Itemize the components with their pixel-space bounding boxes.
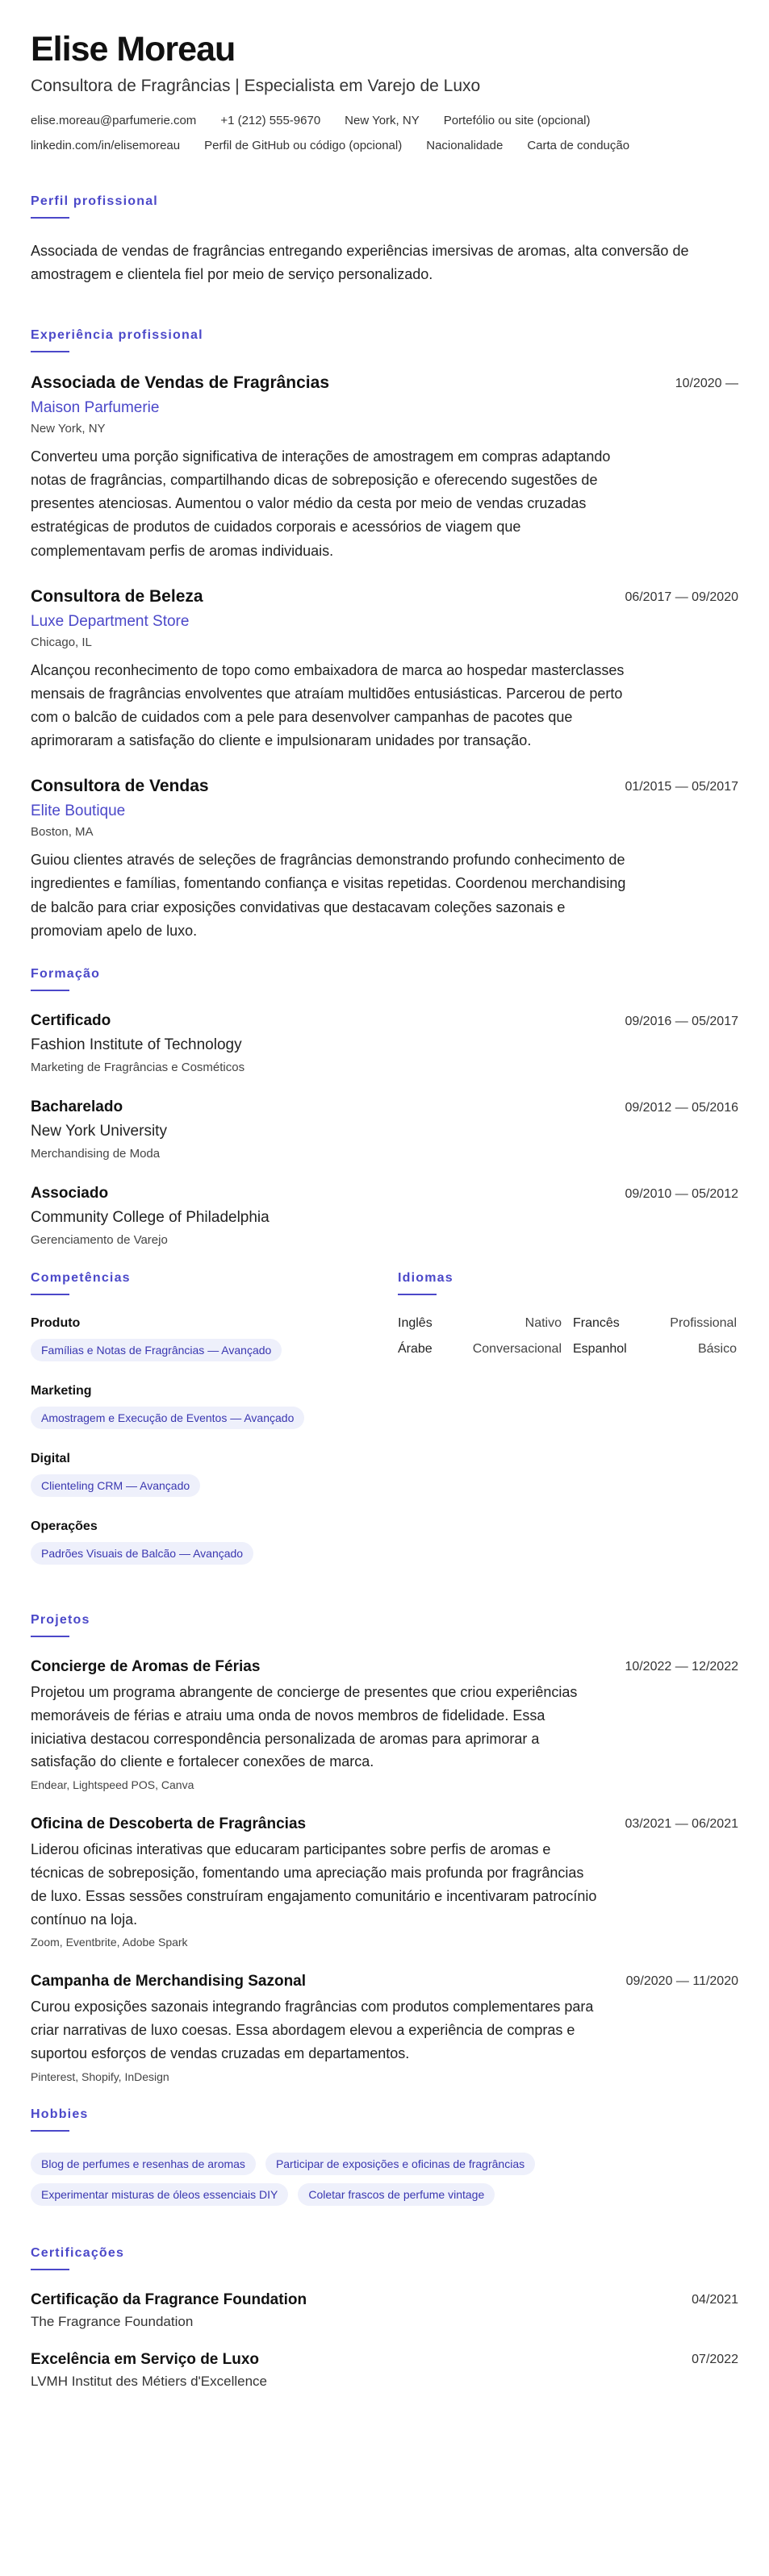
project-tools: Zoom, Eventbrite, Adobe Spark bbox=[31, 1936, 188, 1949]
section-divider bbox=[31, 1294, 69, 1295]
section-title: Projetos bbox=[31, 1612, 90, 1627]
job-company: Elite Boutique bbox=[31, 802, 126, 820]
job-description: Guiou clientes através de seleções de fragrâncias demonstrando profundo conhecimento de ingredientes e famílias, fomentando confiança e visitas repetidas. Coordenou merchandising de balcão para criar exposições convidativas que destacavam coleções sazonais e promoviam apelo de luxo. bbox=[31, 852, 626, 939]
project-dates: 03/2021 — 06/2021 bbox=[625, 1817, 738, 1832]
section-title: Certificações bbox=[31, 2245, 125, 2260]
language-name: Árabe bbox=[398, 1341, 433, 1356]
certification-issuer: The Fragrance Foundation bbox=[31, 2313, 194, 2329]
job-title: Consultora de Vendas bbox=[31, 777, 209, 796]
contact-email: elise.moreau@parfumerie.com bbox=[31, 114, 197, 128]
project-dates: 09/2020 — 11/2020 bbox=[625, 1974, 738, 1989]
education-field: Gerenciamento de Varejo bbox=[31, 1232, 168, 1247]
education-school: Community College of Philadelphia bbox=[31, 1208, 270, 1226]
skill-category: Operações bbox=[31, 1519, 98, 1533]
projects-section bbox=[31, 1613, 738, 2083]
section-divider bbox=[31, 351, 69, 352]
skill-chip: Famílias e Notas de Fragrâncias — Avançado bbox=[31, 1339, 282, 1361]
project-item bbox=[31, 1658, 738, 1791]
job-company: Maison Parfumerie bbox=[31, 398, 160, 416]
section-divider bbox=[398, 1294, 437, 1295]
section-divider bbox=[31, 2130, 69, 2132]
section-title: Formação bbox=[31, 966, 101, 981]
candidate-name: Elise Moreau bbox=[31, 30, 236, 69]
project-description: Liderou oficinas interativas que educaram participantes sobre perfis de aromas e técnicas de sobreposição, fomentando uma apreciação mais profunda por fragrâncias de luxo. Essas sessões construíram engajamento comunitário e incentivaram patrocínio contínuo na loja. bbox=[31, 1841, 597, 1928]
language-name: Inglês bbox=[398, 1315, 433, 1330]
project-name: Concierge de Aromas de Férias bbox=[31, 1657, 261, 1675]
section-divider bbox=[31, 1636, 69, 1637]
project-item bbox=[31, 1973, 738, 2082]
job-dates: 10/2020 — bbox=[675, 376, 738, 390]
language-name: Espanhol bbox=[573, 1341, 627, 1356]
language-item bbox=[398, 1342, 562, 1357]
education-item bbox=[31, 1012, 738, 1074]
resume-header bbox=[31, 31, 738, 152]
hobby-chip: Participar de exposições e oficinas de fragrâncias bbox=[265, 2153, 535, 2175]
education-field: Merchandising de Moda bbox=[31, 1146, 161, 1161]
certification-name: Certificação da Fragrance Foundation bbox=[31, 2290, 307, 2308]
candidate-headline: Consultora de Fragrâncias | Especialista em Varejo de Luxo bbox=[31, 77, 481, 96]
skill-group bbox=[31, 1316, 398, 1368]
job-location: New York, NY bbox=[31, 421, 106, 436]
job-dates: 01/2015 — 05/2017 bbox=[625, 780, 738, 794]
education-item bbox=[31, 1185, 738, 1247]
job-description: Alcançou reconhecimento de topo como embaixadora de marca ao hospedar masterclasses mensais de fragrâncias envolventes que atraíam multidões entusiásticas. Parcerou de perto com o balcão de cuidados com a pele para desenvolver campanhas de pacotes que aprimoraram a satisfação do cliente e impulsionaram unidades por transação. bbox=[31, 661, 625, 749]
skill-category: Produto bbox=[31, 1315, 81, 1330]
skill-chip: Amostragem e Execução de Eventos — Avançado bbox=[31, 1407, 304, 1429]
contact-location: New York, NY bbox=[345, 114, 420, 128]
section-title: Idiomas bbox=[398, 1270, 453, 1285]
project-name: Oficina de Descoberta de Fragrâncias bbox=[31, 1815, 307, 1833]
project-dates: 10/2022 — 12/2022 bbox=[625, 1659, 738, 1674]
contact-phone: +1 (212) 555-9670 bbox=[220, 114, 321, 128]
job-dates: 06/2017 — 09/2020 bbox=[625, 590, 738, 604]
language-item bbox=[573, 1316, 737, 1331]
contact-info bbox=[31, 114, 738, 152]
section-title: Hobbies bbox=[31, 2107, 89, 2121]
project-tools: Pinterest, Shopify, InDesign bbox=[31, 2070, 169, 2083]
job-title: Consultora de Beleza bbox=[31, 586, 203, 606]
language-level: Conversacional bbox=[472, 1341, 562, 1356]
hobby-chip: Experimentar misturas de óleos essenciais DIY bbox=[31, 2183, 288, 2206]
education-school: Fashion Institute of Technology bbox=[31, 1036, 242, 1053]
contact-driving-license: Carta de condução bbox=[527, 139, 630, 153]
skill-category: Digital bbox=[31, 1451, 70, 1465]
section-divider bbox=[31, 217, 69, 219]
contact-portfolio: Portefólio ou site (opcional) bbox=[443, 114, 591, 128]
languages-section bbox=[398, 1271, 737, 1587]
contact-github: Perfil de GitHub ou código (opcional) bbox=[204, 139, 403, 153]
job-company: Luxe Department Store bbox=[31, 612, 190, 630]
contact-linkedin: linkedin.com/in/elisemoreau bbox=[31, 139, 181, 153]
summary-section bbox=[31, 194, 738, 286]
experience-item bbox=[31, 587, 738, 753]
education-dates: 09/2010 — 05/2012 bbox=[625, 1186, 738, 1201]
certification-item bbox=[31, 2351, 738, 2390]
skill-group bbox=[31, 1452, 398, 1503]
job-title: Associada de Vendas de Fragrâncias bbox=[31, 373, 330, 392]
education-degree: Associado bbox=[31, 1184, 109, 1202]
language-item bbox=[573, 1342, 737, 1357]
skill-category: Marketing bbox=[31, 1383, 92, 1398]
certification-date: 07/2022 bbox=[692, 2352, 738, 2366]
skill-chip: Padrões Visuais de Balcão — Avançado bbox=[31, 1542, 253, 1565]
section-title: Experiência profissional bbox=[31, 327, 203, 342]
language-level: Nativo bbox=[525, 1315, 562, 1330]
education-field: Marketing de Fragrâncias e Cosméticos bbox=[31, 1060, 245, 1074]
project-name: Campanha de Merchandising Sazonal bbox=[31, 1973, 307, 1990]
hobbies-section bbox=[31, 2107, 738, 2206]
hobby-chip: Coletar frascos de perfume vintage bbox=[298, 2183, 495, 2206]
project-description: Projetou um programa abrangente de concierge de presentes que criou experiências memoráveis de férias e atraiu uma onda de novos membros de fidelidade. Essa iniciativa destacou correspondência personalizada de aromas para aprimorar a satisfação do cliente e fortalecer conexões de marca. bbox=[31, 1683, 578, 1770]
language-level: Profissional bbox=[670, 1315, 737, 1330]
job-location: Chicago, IL bbox=[31, 635, 92, 649]
hobby-chip: Blog de perfumes e resenhas de aromas bbox=[31, 2153, 256, 2175]
education-school: New York University bbox=[31, 1122, 167, 1140]
education-degree: Certificado bbox=[31, 1011, 111, 1029]
certifications-section bbox=[31, 2246, 738, 2390]
skills-languages-row bbox=[31, 1271, 738, 1587]
summary-text: Associada de vendas de fragrâncias entregando experiências imersivas de aromas, alta conversão de amostragem e clientela fiel por meio de serviço personalizado. bbox=[31, 243, 689, 283]
education-dates: 09/2016 — 05/2017 bbox=[625, 1014, 738, 1028]
certification-item bbox=[31, 2291, 738, 2330]
skill-chip: Clienteling CRM — Avançado bbox=[31, 1474, 200, 1497]
experience-item bbox=[31, 777, 738, 943]
skill-group bbox=[31, 1519, 398, 1571]
language-item bbox=[398, 1316, 562, 1331]
contact-nationality: Nacionalidade bbox=[426, 139, 504, 153]
experience-section bbox=[31, 328, 738, 943]
project-tools: Endear, Lightspeed POS, Canva bbox=[31, 1778, 194, 1792]
education-dates: 09/2012 — 05/2016 bbox=[625, 1100, 738, 1115]
job-description: Converteu uma porção significativa de interações de amostragem em compras adaptando notas de fragrâncias, compartilhando dicas de sobreposição e oferecendo sugestões de presentes atenciosas. Aumentou o valor médio da cesta por meio de vendas cruzadas estratégicas de produtos de cuidados corporais e acessórios de viagem que complementavam perfis de aromas individuais. bbox=[31, 448, 611, 559]
certification-issuer: LVMH Institut des Métiers d'Excellence bbox=[31, 2373, 267, 2389]
section-title: Perfil profissional bbox=[31, 194, 158, 209]
skills-section bbox=[31, 1271, 398, 1587]
section-title: Competências bbox=[31, 1270, 131, 1285]
project-item bbox=[31, 1815, 738, 1949]
language-name: Francês bbox=[573, 1315, 620, 1330]
certification-date: 04/2021 bbox=[692, 2292, 738, 2307]
job-location: Boston, MA bbox=[31, 825, 94, 840]
project-description: Curou exposições sazonais integrando fragrâncias com produtos complementares para criar narrativas de luxo coesas. Essa abordagem elevou a experiência de compras e suportou esforços de vendas cruzadas em departamentos. bbox=[31, 1999, 594, 2061]
language-level: Básico bbox=[697, 1341, 737, 1356]
certification-name: Excelência em Serviço de Luxo bbox=[31, 2350, 260, 2368]
skill-group bbox=[31, 1384, 398, 1436]
education-item bbox=[31, 1098, 738, 1161]
education-degree: Bacharelado bbox=[31, 1098, 123, 1115]
education-section bbox=[31, 967, 738, 1247]
experience-item bbox=[31, 373, 738, 563]
section-divider bbox=[31, 2269, 69, 2270]
section-divider bbox=[31, 990, 69, 991]
